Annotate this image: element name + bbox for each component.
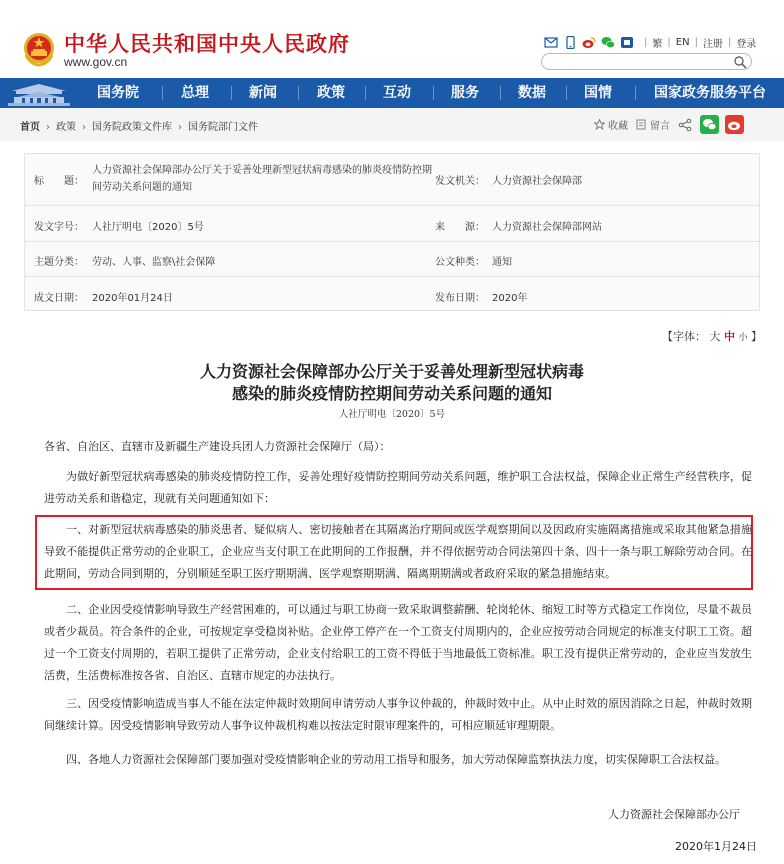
breadcrumb: 首页 › 政策 › 国务院政策文件库 › 国务院部门文件 (20, 122, 258, 133)
source-value: 人力资源社会保障部网站 (492, 222, 602, 233)
nav-divider (365, 86, 366, 100)
breadcrumb-department-files[interactable]: 国务院部门文件 (188, 122, 258, 133)
category-value: 劳动、人事、监察\社会保障 (92, 257, 216, 268)
doc-type-value: 通知 (492, 257, 512, 268)
publish-date-value: 2020年 (492, 293, 528, 304)
login-link[interactable]: 登录 (736, 38, 757, 50)
top-toolbar: | 繁 | EN | 注册 | 登录 (544, 33, 756, 51)
article-intro: 为做好新型冠状病毒感染的肺炎疫情防控工作，妥善处理好疫情防控期间劳动关系问题，维护职工合法权益，保障企业正常生产经营秩序，促进劳动关系和谐稳定，现就有关问题通知如下： (44, 470, 752, 505)
written-date-value: 2020年01月24日 (92, 293, 173, 304)
font-size-suffix: 】 (751, 330, 763, 343)
register-link[interactable]: 注册 (702, 38, 723, 50)
issuer-value: 人力资源社会保障部 (492, 176, 582, 187)
font-size-selector (662, 328, 762, 344)
nav-item-data[interactable]: 数据 (518, 85, 546, 101)
font-size-large[interactable]: 大 (709, 330, 721, 343)
app-icon[interactable] (620, 36, 634, 49)
nav-divider (231, 86, 232, 100)
info-divider (25, 241, 759, 242)
font-size-small[interactable]: 小 (738, 333, 748, 343)
issuer-label: 发文机关： (435, 176, 485, 187)
weibo-icon[interactable] (582, 36, 596, 49)
article-addressee: 各省、自治区、直辖市及新疆生产建设兵团人力资源社会保障厅（局）： (44, 440, 391, 453)
title-value: 人力资源社会保障部办公厅关于妥善处理新型冠状病毒感染的肺炎疫情防控期间劳动关系问题的通知 (92, 165, 432, 193)
article-doc-number: 人社厅明电〔2020〕5号 (338, 409, 446, 420)
doc-number-value: 人社厅明电〔2020〕5号 (92, 222, 204, 233)
share-icon[interactable] (678, 118, 692, 132)
article-paragraph-1: 一、对新型冠状病毒感染的肺炎患者、疑似病人、密切接触者在其隔离治疗期间或医学观察期间以及因政府实施隔离措施或采取其他紧急措施导致不能提供正常劳动的企业职工，企业应当支付职工在此期间的工作报酬，并不得依据劳动合同法第四十条、四十一条与职工解除劳动合同。在此期间，劳动合同到期的，分别顺延至职工医疗期期满、医学观察期期满、隔离期期满或者政府采取的紧急措施结束。 (44, 523, 752, 580)
pencil-icon (636, 119, 647, 130)
nav-item-news[interactable]: 新闻 (249, 85, 277, 101)
info-divider (25, 276, 759, 277)
comment-button[interactable] (636, 117, 670, 132)
nav-item-premier[interactable]: 总理 (181, 85, 209, 101)
search-box (541, 53, 752, 70)
nav-item-state-council[interactable]: 国务院 (97, 85, 139, 101)
search-icon[interactable] (733, 55, 747, 69)
breadcrumb-policy-library[interactable]: 国务院政策文件库 (92, 122, 172, 133)
publish-date-label: 发布日期： (435, 293, 485, 304)
article-title-line2: 感染的肺炎疫情防控期间劳动关系问题的通知 (231, 384, 552, 403)
nav-item-gov-service-platform[interactable]: 国家政务服务平台 (654, 85, 766, 101)
favorite-button[interactable] (594, 117, 628, 132)
written-date-label: 成文日期： (34, 293, 84, 304)
traditional-chinese-link[interactable]: 繁 (652, 38, 663, 50)
article-paragraph-2: 二、企业因受疫情影响导致生产经营困难的，可以通过与职工协商一致采取调整薪酬、轮岗轮休、缩短工时等方式稳定工作岗位，尽量不裁员或者少裁员。符合条件的企业，可按规定享受稳岗补贴。企业停工停产在一个工资支付周期内的，企业应按劳动合同规定的标准支付职工工资。超过一个工资支付周期的，若职工提供了正常劳动，企业支付给职工的工资不得低于当地最低工资标准。职工没有提供正常劳动的，企业应当发放生活费，生活费标准按各省、自治区、直辖市规定的办法执行。 (44, 603, 752, 682)
info-divider (25, 205, 759, 206)
doc-number-label: 发文字号： (34, 222, 84, 233)
nav-divider (433, 86, 434, 100)
category-label: 主题分类： (34, 257, 84, 268)
weibo-share-icon[interactable] (725, 115, 744, 134)
nav-item-services[interactable]: 服务 (451, 85, 479, 101)
site-url: www.gov.cn (64, 55, 128, 69)
article-title (0, 361, 784, 405)
breadcrumb-policy[interactable]: 政策 (56, 122, 76, 133)
font-size-prefix: 【字体： (662, 330, 706, 343)
nav-item-national-info[interactable]: 国情 (584, 85, 612, 101)
nav-item-interaction[interactable]: 互动 (383, 85, 411, 101)
title-label: 标 题： (34, 176, 84, 187)
mail-icon[interactable] (544, 36, 558, 49)
wechat-share-icon[interactable] (700, 115, 719, 134)
nav-divider (500, 86, 501, 100)
article-title-line1: 人力资源社会保障部办公厅关于妥善处理新型冠状病毒 (199, 362, 584, 381)
article-tools (594, 115, 747, 134)
wechat-icon[interactable] (601, 36, 615, 49)
national-emblem-icon[interactable] (22, 31, 56, 67)
breadcrumb-home[interactable]: 首页 (20, 122, 40, 133)
article-paragraph-3: 三、因受疫情影响造成当事人不能在法定仲裁时效期间申请劳动人事争议仲裁的，仲裁时效中止。从中止时效的原因消除之日起，仲裁时效期间继续计算。因受疫情影响导致劳动人事争议仲裁机构难以按法定时限审理案件的，可相应顺延审理期限。 (44, 697, 752, 732)
nav-divider (298, 86, 299, 100)
search-input[interactable] (550, 59, 730, 74)
nav-item-policy[interactable]: 政策 (317, 85, 345, 101)
nav-divider (566, 86, 567, 100)
favorite-label: 收藏 (608, 121, 628, 132)
article-signer: 人力资源社会保障部办公厅 (608, 808, 740, 821)
nav-divider (635, 86, 636, 100)
tiananmen-building-icon (0, 78, 78, 108)
article-sign-date: 2020年1月24日 (675, 840, 757, 853)
font-size-medium[interactable]: 中 (724, 330, 735, 343)
source-label: 来 源： (435, 222, 485, 233)
english-link[interactable]: EN (675, 36, 690, 48)
star-icon (594, 119, 605, 130)
site-header (0, 0, 784, 78)
doc-type-label: 公文种类： (435, 257, 485, 268)
article-paragraph-4: 四、各地人力资源社会保障部门要加强对受疫情影响企业的劳动用工指导和服务，加大劳动保障监察执法力度，切实保障职工合法权益。 (66, 753, 726, 766)
comment-label: 留言 (650, 121, 670, 132)
site-title[interactable]: 中华人民共和国中央人民政府 (64, 32, 350, 56)
mobile-icon[interactable] (563, 36, 577, 49)
nav-divider (162, 86, 163, 100)
